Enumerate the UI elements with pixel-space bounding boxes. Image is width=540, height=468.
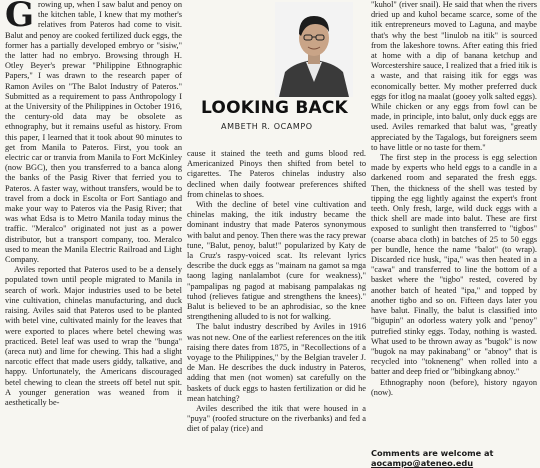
author-byline: AMBETH R. OCAMPO	[221, 122, 313, 131]
drop-cap: G	[5, 0, 35, 35]
author-photo-icon	[275, 2, 353, 97]
article-column-3	[371, 0, 537, 398]
paragraph: With the decline of betel vine cultivation and chinelas making, the itik industry became the dominant industry that made Pateros synonymous with balut and penoy. Then there was the racy prewar tune, "Balut, penoy, balut!" popularized by Katy de la Cruz's raspy-voiced scat. Its relevant lyrics describe the duck eggs as "mainam na gamot sa mga taong laging nanlalambot (cure for weakness)," "pampalipas ng pagod at mabisang pampalakas ng tuhod (relieves fatigue and strengthens the knees)." Balut is believed to be an aphrodisiac, so the knee strengthening alluded to is not for walking.	[187, 200, 366, 322]
comments-label: Comments are welcome at	[371, 448, 494, 458]
comments-footer	[371, 448, 539, 468]
paragraph: Aviles reported that Pateros used to be a densely populated town until people migrated to Manila in search of work. Major industries used to be betel vine cultivation, chinelas manufacturing, and duck raising. Aviles said that Pateros used to be planted with betel vine, cultivated mainly for the leaves that were exported to places where betel chewing was practiced. Betel leaf was used to wrap the "bunga" (areca nut) and lime for chewing. This had a slight narcotic effect that made users giddy, talkative, and happy. Unfortunately, the Americans discouraged betel chewing to clean the streets off betel nut spit. A younger generation was weaned from it aesthetically be-	[5, 265, 182, 407]
paragraph: Ethnography noon (before), history ngayon (now).	[371, 377, 537, 397]
paragraph: cause it stained the teeth and gums blood red. Americanized Pinoys then shifted from betel to cigarettes. The Pateros chinelas industry also declined when daily footwear preferences shifted from chinelas to shoes.	[187, 149, 366, 199]
author-email-link[interactable]: aocampo@ateneo.edu	[371, 458, 474, 468]
paragraph: "kuhol" (river snail). He said that when the rivers dried up and kuhol became scarce, some of the itik entrepreneurs moved to Laguna, and maybe that's why the best "linulob na itik" is sourced from the lakeshore towns. After eating this fried at home with a dip of banana ketchup and Worcestershire sauce, I realized that a fried itik is a waste, and that raising itik for eggs was economically better. My mother preferred duck eggs for itlog na maalat (gooey yolk salted eggs). While chicken or any eggs from fowl can be made, in principle, into balut, only duck eggs are used. Aviles remarked that balut was, "greatly appreciated by the Tagalogs, but foreigners seem to have little or no taste for them."	[371, 0, 537, 152]
article-column-2	[187, 149, 366, 435]
paragraph: The balut industry described by Aviles in 1916 was not new. One of the earliest references on the itik raising there dates from 1875, in "Recollections of a voyage to the Philippines," by the Belgian traveler J. de Man. He describes the duck industry in Pateros, adding that men (not women) sat carefully on the baskets of duck eggs to hasten fertilization or did he mean hatching?	[187, 322, 367, 403]
article-column-1	[5, 0, 182, 408]
paragraph: The first step in the process is egg selection made by experts who held eggs to a candle in a darkened room and separated the fresh eggs. Then, the thickness of the shell was tested by tipping the egg lightly against the expert's front teeth. Only fresh, large, wild duck eggs with a thick shell are made into balut. These are first exposed to sunlight then transferred to "tigbos" (coarse abaca cloth) in batches of 25 to 50 eggs per bundle, hence the name "balot" (to wrap). Discarded rice husk, "ipa," was then heated in a "cawa" and transferred to line the bottom of a basket where the "tigbo" rested, covered by another batch of heated "ipa," and topped by another tigbo and so on. Fifteen days later you have balut. Finally, the balut is classified into "bigupin" an odorless watery yolk and "penoy" putrefied stinky eggs. Today, nothing is wasted. What used to be thrown away as "bugok" is now "bugok na may pakinabang" or "abnoy" that is recycled into "tokneneng" when rolled into a batter and deep fried or "bibingkang abnoy."	[371, 153, 537, 377]
column-header	[187, 2, 366, 144]
lead-paragraph	[5, 0, 182, 265]
paragraph-text: rowing up, when I saw balut and penoy on the kitchen table, I knew that my mother's relatives from Pateros had come to visit. Balut and penoy are cooked fertilized duck eggs, the former has a partially developed embryo or "sisiw," the latter had no embryo. Browsing through H. Otley Beyer's prewar "Philippine Ethnographic Papers," I was drawn to the research paper of Ramon Aviles on "The Balot Industry of Pateros." Submitted as a requirement to pass Anthropology I at the University of the Philippines in October 1916, the century-old data may be obsolete as ethnography, but it remains useful as history. From this paper, I learned that it took about 90 minutes to get from Manila to Pateros. First, you took an electric car or tranvia from Manila to Fort McKinley (now BGC), then you transferred to a banca along the banks of the Pasig River that ferried you to Pateros. A faster way, without transfers, would be to travel from a dock in Escolta or Fort Santiago and make your way to Pateros via the Pasig River; that was what Edsa is to Metro Manila today minus the traffic. "Meralco" originated not just as a power distributor, but a transport company, too. Meralco used to mean the Manila Electric Railroad and Light Company.	[5, 0, 182, 265]
author-portrait	[275, 2, 353, 97]
column-title: LOOKING BACK	[201, 98, 348, 118]
paragraph: Aviles described the itik that were housed in a "puya" (roofed structure on the riverbanks) and fed a diet of palay (rice) and	[187, 404, 366, 434]
